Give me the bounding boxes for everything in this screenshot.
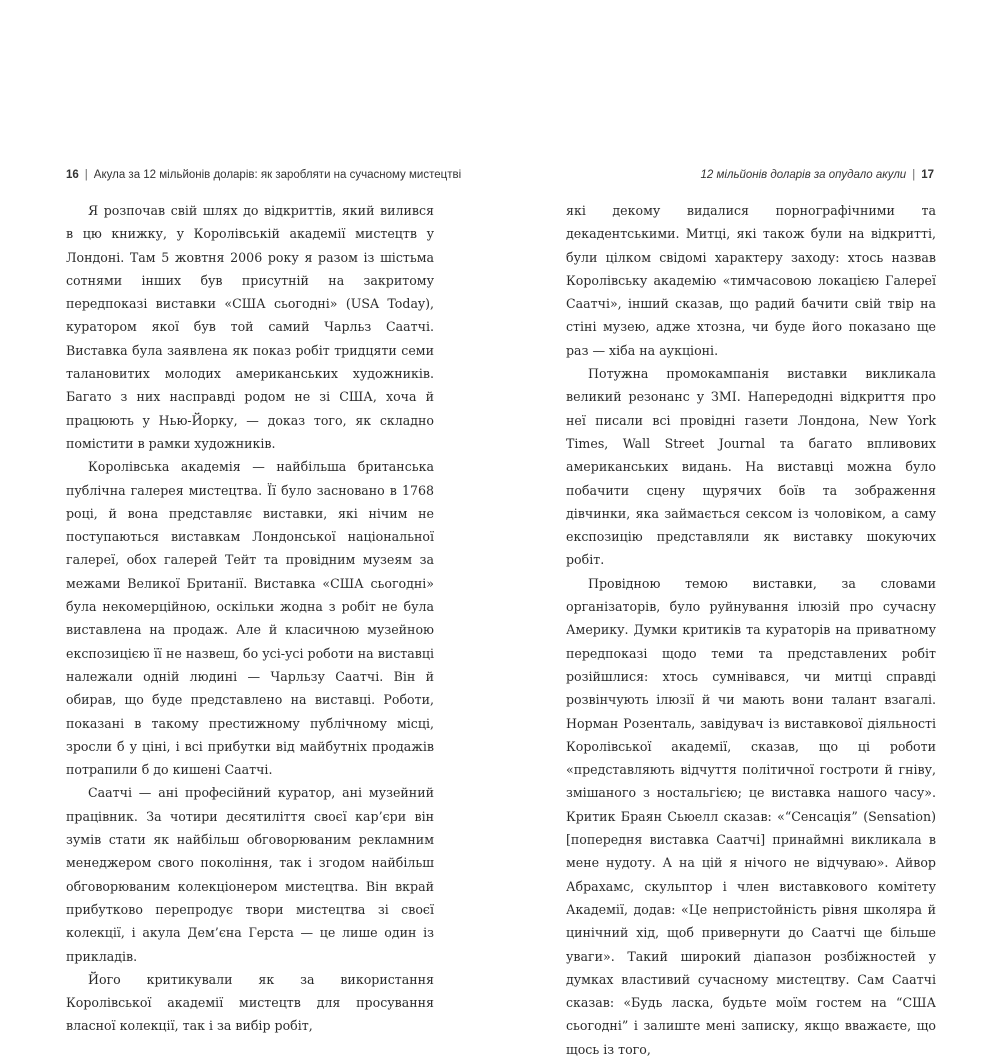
right-body-text <box>566 199 936 1061</box>
header-separator: | <box>912 169 916 181</box>
left-page-number: 16 <box>66 169 79 181</box>
paragraph: Провідною темою виставки, за словами організаторів, було руйнування ілюзій про сучасну Америку. Думки критиків та кураторів на приватному передпоказі щодо теми та представлених робіт розійшлися: хтось сумнівався, чи митці справді розвінчують ілюзії й чи мають вони талант взагалі. Норман Розенталь, завідувач із виставкової діяльності Королівської академії, сказав, що ці роботи «представляють відчуття політичної гостроти й гніву, змішаного з ностальгією; це виставка нашого часу». Критик Браян Сьюелл сказав: «“Сенсація” (Sensation) [попередня виставка Саатчі] принаймні викликала в мене нудоту. А на цій я нічого не відчуваю». Айвор Абрахамс, скульптор і член виставкового комітету Академії, додав: «Це непристойність рівня школяра й цинічний хід, щоб привернути до Саатчі ще більше уваги». Такий широкий діапазон розбіжностей у думках властивий сучасному мистецтву. Сам Саатчі сказав: «Будь ласка, будьте моїм гостем на “США сьогодні” і залиште мені записку, якщо вважаєте, що щось із того, <box>566 575 936 1057</box>
right-running-title: 12 мільйонів доларів за опудало акули <box>700 169 907 181</box>
header-separator: | <box>84 169 88 181</box>
paragraph: Його критикували як за використання Королівської академії мистецтв для просування власної колекції, так і за вибір робіт, <box>66 971 434 1034</box>
right-page <box>500 0 1000 1057</box>
left-body-text <box>66 199 434 1038</box>
paragraph: Потужна промокампанія виставки викликала великий резонанс у ЗМІ. Напередодні відкриття про неї писали всі провідні газети Лондона, New York Times, Wall Street Journal та багато впливових американських видань. На виставці можна було побачити сцену щурячих боїв та зображення дівчинки, яка займається сексом із чоловіком, а саму експозицію представляли як виставку шокуючих робіт. <box>566 366 936 568</box>
paragraph: Саатчі — ані професійний куратор, ані музейний працівник. За чотири десятиліття своєї кар’єри він зумів стати як найбільш обговорюваним рекламним менеджером свого покоління, так і згодом найбільш обговорюваним колекціонером мистецтва. Він вкрай прибутково перепродує твори мистецтва зі своєї колекції, і акула Дем’єна Герста — це лише один із прикладів. <box>66 785 434 964</box>
paragraph: Я розпочав свій шлях до відкриттів, який вилився в цю книжку, у Королівській академії мистецтв у Лондоні. Там 5 жовтня 2006 року я разом із шістьма сотнями інших був присутній на закритому передпоказі виставки «США сьогодні» (USA Today), куратором якої був той самий Чарльз Саатчі. Виставка була заявлена як показ робіт тридцяти семи талановитих молодих американських художників. Багато з них насправді родом не зі США, хоча й працюють у Нью-Йорку, — доказ того, як складно помістити в рамки художників. <box>66 203 434 451</box>
paragraph: Королівська академія — найбільша британська публічна галерея мистецтва. Її було засновано в 1768 році, й вона представляє виставки, які нічим не поступаються виставкам Лондонської національної галереї, обох галерей Тейт та провідним музеям за межами Великої Британії. Виставка «США сьогодні» була некомерційною, оскільки жодна з робіт не була виставлена на продаж. Але й класичною музейною експозицією її не назвеш, бо усі-усі роботи на виставці належали одній людині — Чарльзу Саатчі. Він й обирав, що буде представлено на виставці. Роботи, показані в такому престижному публічному місці, зросли б у ціні, і всі прибутки від майбутніх продажів потрапили б до кишені Саатчі. <box>66 459 434 778</box>
left-running-title: Акула за 12 мільйонів доларів: як заробляти на сучасному мистецтві <box>93 169 462 181</box>
right-running-header <box>701 166 934 184</box>
right-page-number: 17 <box>921 169 934 181</box>
left-page <box>0 0 500 1034</box>
paragraph-continued: які декому видалися порнографічними та декадентськими. Митці, які також були на відкритті, були цілком свідомі характеру заходу: хтось назвав Королівську академію «тимчасовою локацією Галереї Саатчі», інший сказав, що радий бачити свій твір на стіні музею, адже хтозна, чи буде його показано ще раз — хіба на аукціоні. <box>566 203 936 358</box>
left-running-header <box>66 166 461 184</box>
